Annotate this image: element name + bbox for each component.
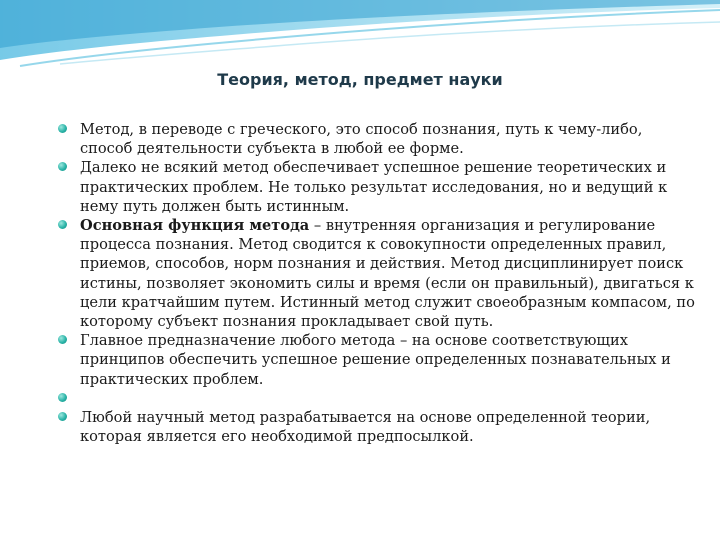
bullet-item <box>58 158 698 216</box>
bullet-marker-icon <box>58 412 67 421</box>
bullet-marker-icon <box>58 162 67 171</box>
slide-title: Теория, метод, предмет науки <box>217 70 503 89</box>
bullet-item-empty <box>58 389 698 408</box>
bullet-marker-icon <box>58 393 67 402</box>
bullet-text: Далеко не всякий метод обеспечивает успешное решение теоретических и практических проблем. Не только результат исследования, но и ведущий к нему путь должен быть истинным. <box>80 159 668 215</box>
bullet-text: Главное предназначение любого метода – на основе соответствующих принципов обеспечить успешное решение определенных познавательных и практических проблем. <box>80 332 671 388</box>
bullet-bold-text: Основная функция метода <box>80 217 310 235</box>
bullet-marker-icon <box>58 220 67 229</box>
bullet-text: – внутренняя организация и регулирование процесса познания. Метод сводится к совокупности определенных правил, приемов, способов, норм познания и действия. Метод дисциплинирует поиск истины, позволяет экономить силы и время (если он правильный), двигаться к цели кратчайшим путем. Истинный метод служит своеобразным компасом, по которому субъект познания прокладывает свой путь. <box>80 217 695 331</box>
bullet-item <box>58 120 698 158</box>
bullet-item <box>58 216 698 331</box>
bullet-marker-icon <box>58 335 67 344</box>
bullet-item <box>58 408 698 446</box>
bullet-text: Любой научный метод разрабатывается на основе определенной теории, которая является его необходимой предпосылкой. <box>80 409 651 446</box>
bullet-item <box>58 331 698 389</box>
bullet-marker-icon <box>58 124 67 133</box>
header-wave-decoration <box>0 0 720 70</box>
bullet-list <box>58 120 698 446</box>
bullet-text: Метод, в переводе с греческого, это способ познания, путь к чему-либо, способ деятельности субъекта в любой ее форме. <box>80 121 643 158</box>
